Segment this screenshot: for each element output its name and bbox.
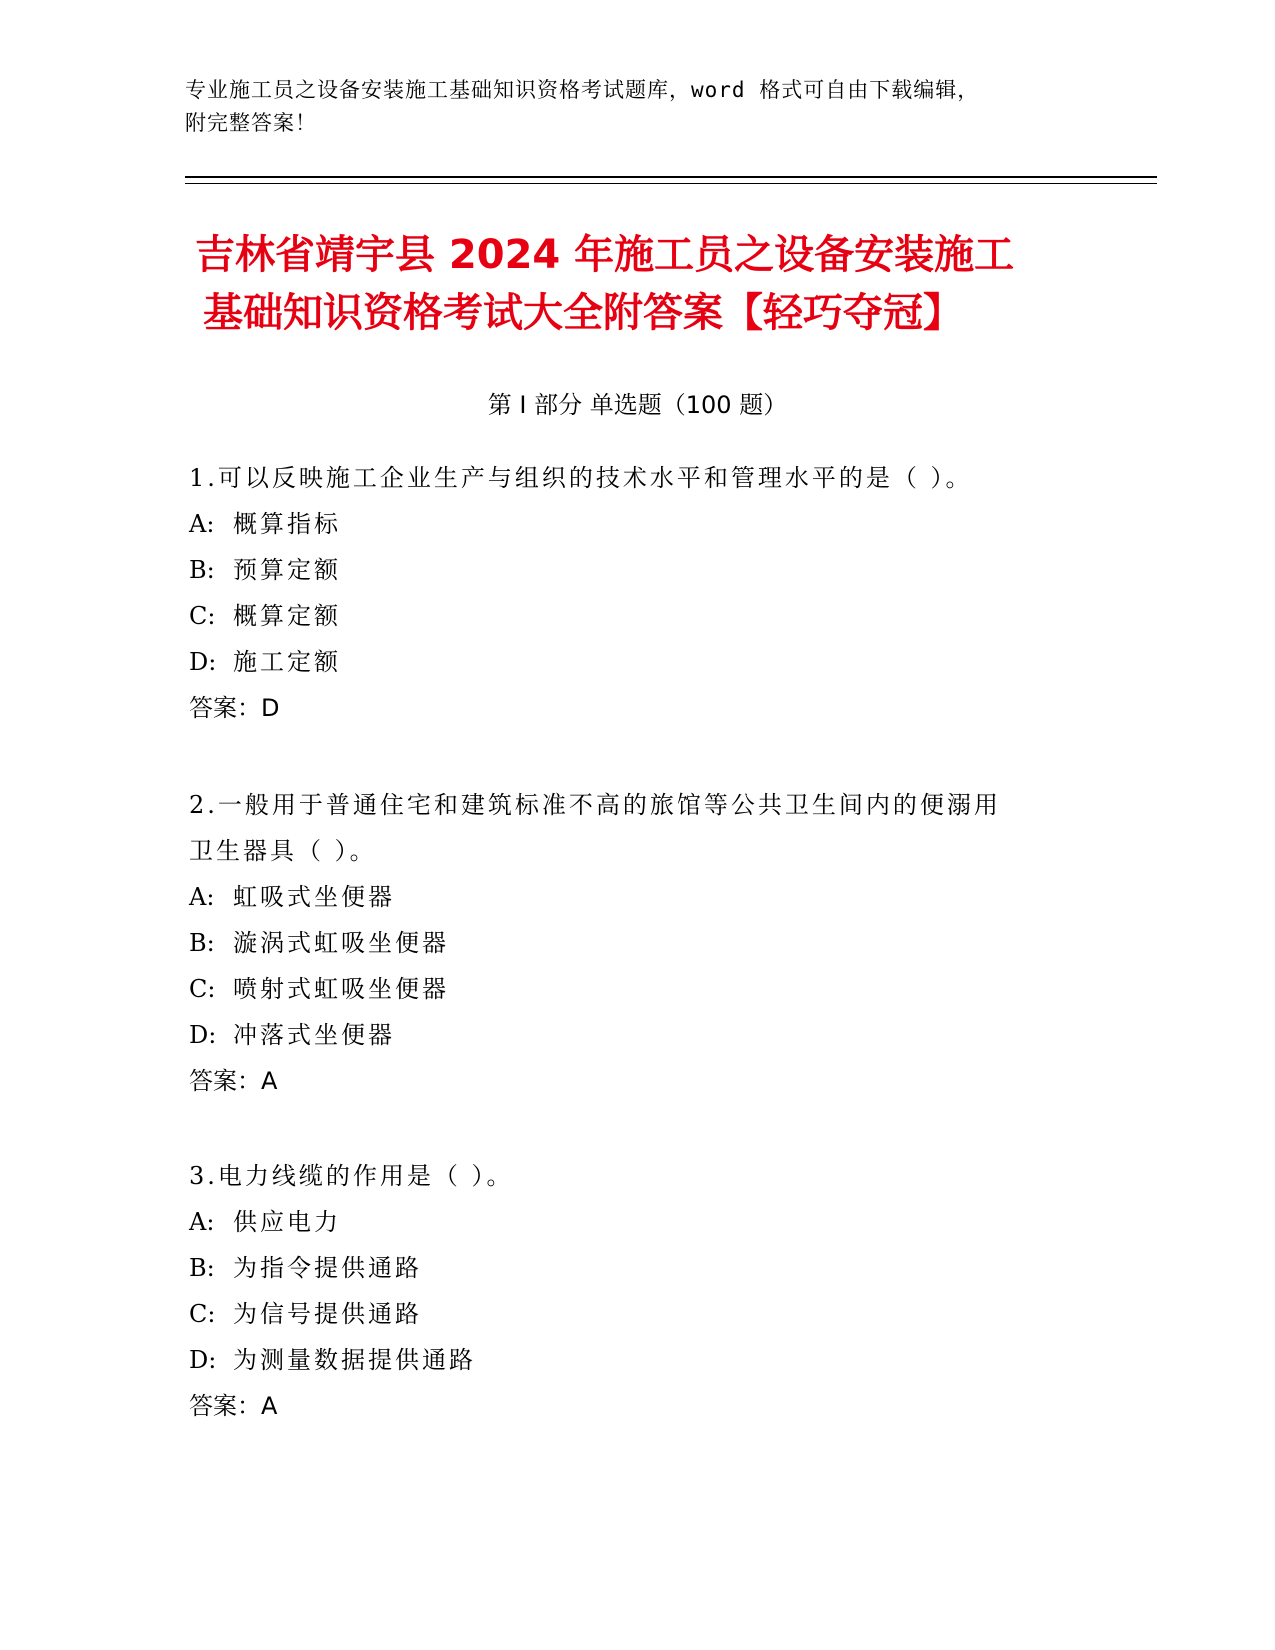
option-key: B: bbox=[189, 929, 215, 957]
question-stem: 1.可以反映施工企业生产与组织的技术水平和管理水平的是（ ）。 bbox=[189, 464, 973, 492]
option-b bbox=[189, 920, 1089, 966]
header-note-line: 专业施工员之设备安装施工基础知识资格考试题库，word 格式可自由下载编辑， bbox=[185, 78, 980, 102]
option-text: 概算指标 bbox=[233, 510, 341, 538]
header-note-line: 附完整答案！ bbox=[185, 111, 317, 135]
option-text: 供应电力 bbox=[233, 1208, 341, 1236]
option-d bbox=[189, 639, 1089, 685]
option-text: 概算定额 bbox=[233, 602, 341, 630]
option-c bbox=[189, 966, 1089, 1012]
option-text: 冲落式坐便器 bbox=[233, 1021, 395, 1049]
option-text: 喷射式虹吸坐便器 bbox=[233, 975, 449, 1003]
option-key: D: bbox=[189, 1021, 217, 1049]
option-a bbox=[189, 874, 1089, 920]
option-key: C: bbox=[189, 602, 216, 630]
section-heading: 第 I 部分 单选题（100 题） bbox=[487, 391, 788, 419]
question-3 bbox=[189, 1153, 1089, 1429]
option-key: B: bbox=[189, 556, 215, 584]
option-a bbox=[189, 1199, 1089, 1245]
option-key: C: bbox=[189, 975, 216, 1003]
option-d bbox=[189, 1337, 1089, 1383]
question-stem: 卫生器具（ ）。 bbox=[189, 837, 377, 865]
answer-line: 答案：A bbox=[189, 1067, 278, 1095]
option-c bbox=[189, 1291, 1089, 1337]
question-stem: 2.一般用于普通住宅和建筑标准不高的旅馆等公共卫生间内的便溺用 bbox=[189, 791, 1001, 819]
option-key: D: bbox=[189, 648, 217, 676]
question-stem: 3.电力线缆的作用是（ ）。 bbox=[189, 1162, 514, 1190]
header-divider bbox=[185, 176, 1157, 178]
document-title bbox=[195, 226, 1155, 342]
option-text: 预算定额 bbox=[233, 556, 341, 584]
option-b bbox=[189, 547, 1089, 593]
option-text: 为指令提供通路 bbox=[233, 1254, 422, 1282]
option-c bbox=[189, 593, 1089, 639]
option-text: 施工定额 bbox=[233, 648, 341, 676]
question-1 bbox=[189, 455, 1089, 731]
option-key: A: bbox=[189, 510, 215, 538]
title-line: 吉林省靖宇县 2024 年施工员之设备安装施工 bbox=[195, 232, 1015, 278]
option-a bbox=[189, 501, 1089, 547]
option-text: 为测量数据提供通路 bbox=[233, 1346, 476, 1374]
option-d bbox=[189, 1012, 1089, 1058]
option-key: C: bbox=[189, 1300, 216, 1328]
option-b bbox=[189, 1245, 1089, 1291]
question-2 bbox=[189, 782, 1089, 1104]
option-key: A: bbox=[189, 883, 215, 911]
option-text: 虹吸式坐便器 bbox=[233, 883, 395, 911]
answer-line: 答案：A bbox=[189, 1392, 278, 1420]
option-text: 漩涡式虹吸坐便器 bbox=[233, 929, 449, 957]
option-key: B: bbox=[189, 1254, 215, 1282]
option-key: A: bbox=[189, 1208, 215, 1236]
option-key: D: bbox=[189, 1346, 217, 1374]
answer-line: 答案：D bbox=[189, 694, 280, 722]
option-text: 为信号提供通路 bbox=[233, 1300, 422, 1328]
header-divider-thin bbox=[185, 183, 1157, 184]
title-line: 基础知识资格考试大全附答案【轻巧夺冠】 bbox=[203, 290, 963, 336]
header-note bbox=[185, 74, 1085, 140]
